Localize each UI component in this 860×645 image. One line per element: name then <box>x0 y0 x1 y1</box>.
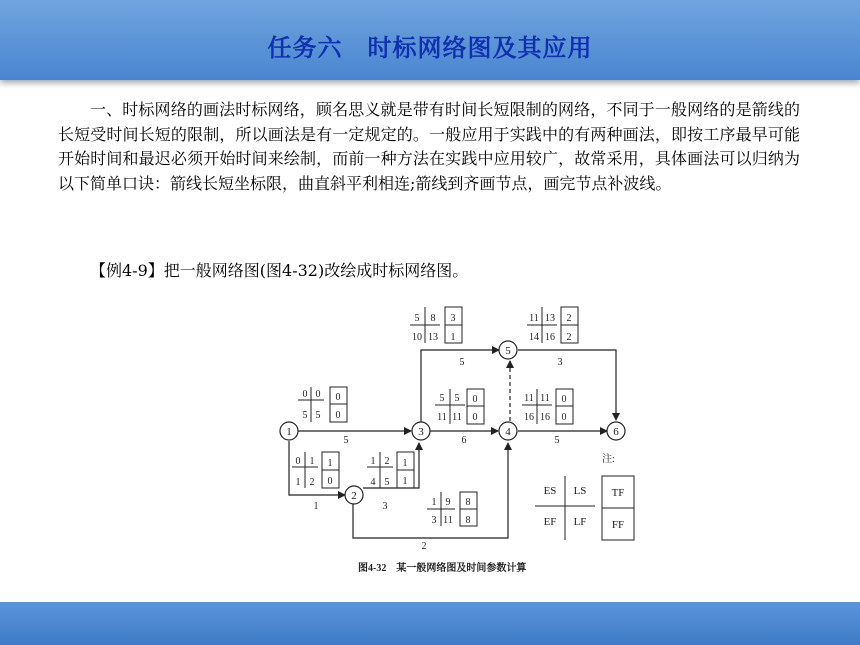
param-box-2-3 <box>367 452 414 488</box>
duration-3-4: 6 <box>461 435 467 446</box>
svg-text:5: 5 <box>414 313 420 324</box>
svg-text:2: 2 <box>351 490 357 502</box>
svg-text:0: 0 <box>335 410 341 421</box>
svg-text:1: 1 <box>295 477 301 488</box>
svg-text:2: 2 <box>309 477 315 488</box>
svg-text:11: 11 <box>524 393 534 404</box>
svg-text:0: 0 <box>561 412 567 423</box>
node-4 <box>499 422 517 440</box>
svg-text:5: 5 <box>454 393 460 404</box>
svg-text:0: 0 <box>472 394 478 405</box>
duration-1-2: 1 <box>313 501 319 512</box>
svg-text:1: 1 <box>431 497 437 508</box>
svg-text:14: 14 <box>529 332 539 343</box>
svg-text:8: 8 <box>465 515 471 526</box>
svg-text:3: 3 <box>431 515 437 526</box>
svg-text:1: 1 <box>402 476 408 487</box>
param-box-1-3 <box>298 387 347 422</box>
svg-text:5: 5 <box>302 410 308 421</box>
legend-ls: LS <box>573 485 587 497</box>
footer-bar <box>0 602 860 645</box>
svg-text:6: 6 <box>613 426 619 438</box>
arrow-5-6 <box>518 350 616 420</box>
svg-text:2: 2 <box>566 313 572 324</box>
param-box-3-4 <box>435 389 484 424</box>
legend-lf: LF <box>573 516 587 528</box>
node-1 <box>280 422 298 440</box>
example-heading: 【例4-9】把一般网络图(图4-32)改绘成时标网络图。 <box>90 261 469 280</box>
svg-text:5: 5 <box>384 477 390 488</box>
svg-text:1: 1 <box>450 332 456 343</box>
svg-text:2: 2 <box>384 456 390 467</box>
legend-ef: EF <box>543 516 557 528</box>
node-2 <box>345 486 363 504</box>
body-paragraph: 一、时标网络的画法时标网络，顾名思义就是带有时间长短限制的网络，不同于一般网络的是箭线的长短受时间长短的限制，所以画法是有一定规定的。一般应用于实践中的有两种画法，即按工序最早可能开始时间和最迟必须开始时间来绘制，而前一种方法在实践中应用较广，故常采用，具体画法可以归纳为以下简单口诀：箭线长短坐标限，曲直斜平利相连;箭线到齐画节点，画完节点补波线。 <box>58 100 800 193</box>
arrow-2-4 <box>353 443 508 538</box>
svg-text:3: 3 <box>450 313 456 324</box>
duration-3-5: 5 <box>459 357 465 368</box>
network-diagram <box>270 298 640 580</box>
svg-text:1: 1 <box>370 456 376 467</box>
figure-caption: 图4-32 某一般网络图及时间参数计算 <box>358 563 527 574</box>
title-bar <box>0 0 860 80</box>
legend-ff: FF <box>611 519 625 531</box>
svg-text:1: 1 <box>327 458 333 469</box>
svg-text:1: 1 <box>402 458 408 469</box>
param-box-4-6 <box>522 389 573 424</box>
svg-text:2: 2 <box>566 332 572 343</box>
svg-text:11: 11 <box>437 412 447 423</box>
legend-title: 注: <box>602 454 615 465</box>
svg-text:0: 0 <box>295 456 301 467</box>
param-box-1-2 <box>292 452 339 488</box>
svg-text:8: 8 <box>430 313 436 324</box>
svg-text:11: 11 <box>529 313 539 324</box>
svg-text:16: 16 <box>545 332 555 343</box>
svg-text:11: 11 <box>452 412 462 423</box>
param-box-2-4 <box>427 492 477 526</box>
node-5 <box>499 341 517 359</box>
svg-text:0: 0 <box>327 476 333 487</box>
svg-text:0: 0 <box>302 389 308 400</box>
node-3 <box>412 422 430 440</box>
svg-text:11: 11 <box>443 515 453 526</box>
svg-text:4: 4 <box>370 477 376 488</box>
svg-text:1: 1 <box>286 426 292 438</box>
svg-text:5: 5 <box>439 393 445 404</box>
svg-text:0: 0 <box>472 412 478 423</box>
svg-text:5: 5 <box>315 410 321 421</box>
svg-text:13: 13 <box>428 332 438 343</box>
duration-2-4: 2 <box>421 541 427 552</box>
svg-text:9: 9 <box>445 497 451 508</box>
node-6 <box>607 422 625 440</box>
svg-text:3: 3 <box>418 426 424 438</box>
legend <box>535 453 634 540</box>
legend-es: ES <box>543 485 557 497</box>
svg-text:1: 1 <box>309 456 315 467</box>
activity-arrows <box>289 350 616 538</box>
param-box-3-5 <box>410 307 462 343</box>
duration-4-6: 5 <box>554 435 560 446</box>
svg-text:8: 8 <box>465 497 471 508</box>
svg-text:5: 5 <box>505 345 511 357</box>
param-box-5-6 <box>527 307 578 343</box>
svg-text:0: 0 <box>315 389 321 400</box>
svg-text:10: 10 <box>412 332 422 343</box>
legend-tf: TF <box>611 487 625 499</box>
svg-text:16: 16 <box>524 412 534 423</box>
duration-1-3: 5 <box>343 435 349 446</box>
svg-text:0: 0 <box>561 394 567 405</box>
svg-text:11: 11 <box>540 393 550 404</box>
svg-text:13: 13 <box>545 313 555 324</box>
page-title: 任务六 时标网络图及其应用 <box>267 34 593 62</box>
duration-2-3: 3 <box>382 501 388 512</box>
duration-5-6: 3 <box>557 357 563 368</box>
svg-text:4: 4 <box>505 426 511 438</box>
svg-text:0: 0 <box>335 392 341 403</box>
svg-text:16: 16 <box>540 412 550 423</box>
